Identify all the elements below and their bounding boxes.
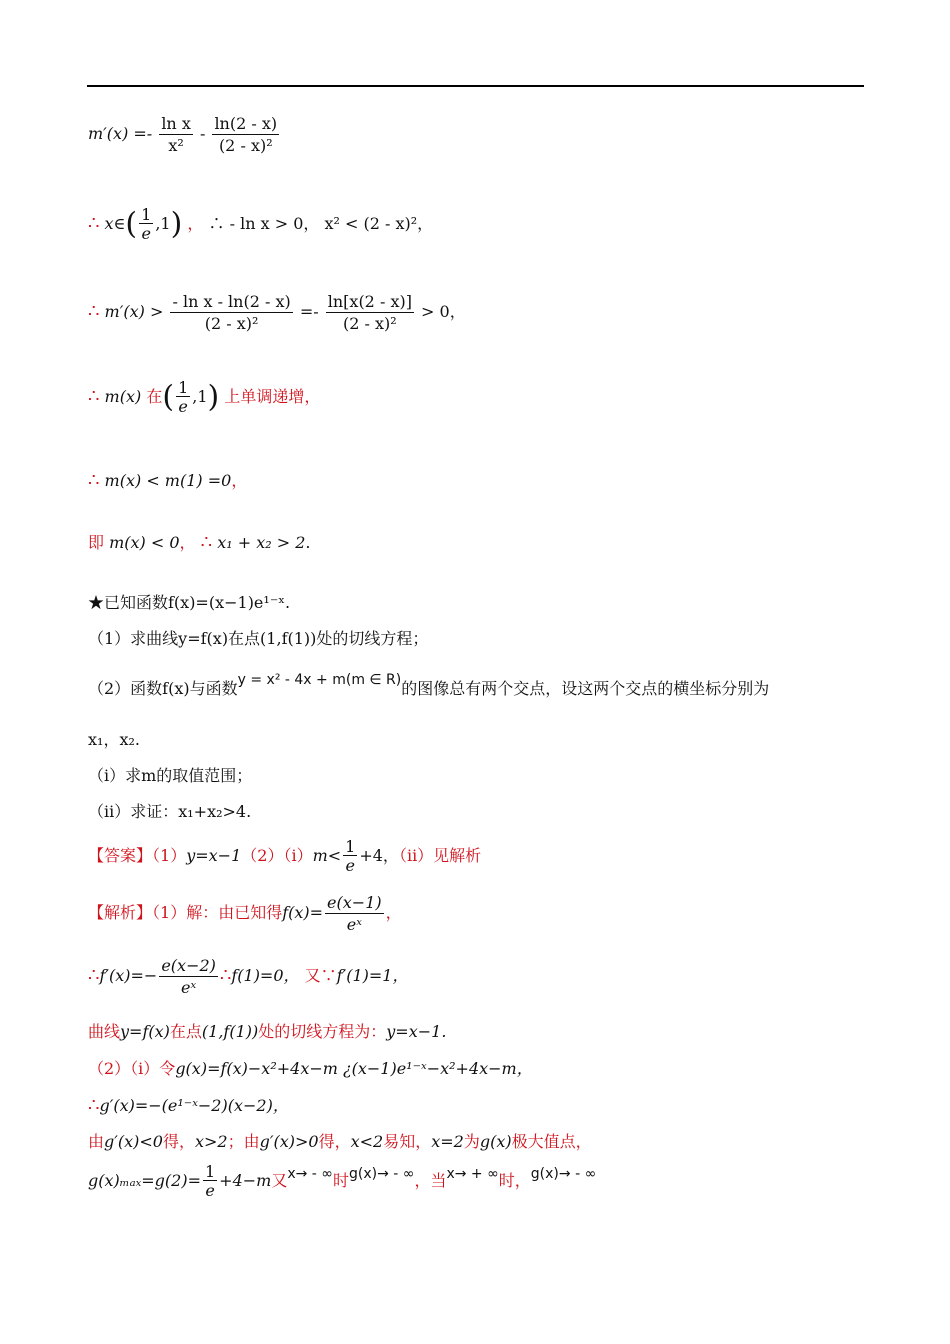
fraction: $\frac{1}{e}$	[204, 1162, 216, 1200]
fraction: $\frac{\ln[x(2 - x)]}{\text{(2 - x)²}}$	[327, 292, 412, 333]
answer-line: 【答案】（1）y=x−1（2）（ⅰ）m< $\frac{1}{e} +4$，（ⅱ）见解析	[88, 837, 482, 875]
analysis-line-2: ∴f′(x)=− $\frac{e(x-2)}{\text{eˣ}}$ ∴f(1)=0， 又∵f′(1)=1，	[88, 956, 409, 997]
question-2-cont: x₁，x₂.	[88, 730, 140, 749]
question-1: （1）求曲线y=f(x)在点(1,f(1))处的切线方程；	[88, 629, 429, 648]
analysis-line-5: ∴g′(x)=−(e¹⁻ˣ−2)(x−2)，	[88, 1095, 289, 1116]
fraction: $\frac{\text{- ln x - ln(2 - x)}}{\text{(2 - x)²}}$	[172, 292, 291, 333]
fraction: $\frac{1}{e}$	[141, 205, 152, 243]
fraction: $\frac{e(x-1)}{\text{eˣ}}$	[327, 893, 382, 934]
header-rule	[87, 85, 864, 87]
analysis-line-6: 由g′(x)<0得，x>2；由g′(x)>0得，x<2易知，x=2为g(x)极大值点，	[88, 1132, 592, 1151]
fraction: $\frac{\ln(2 - x)}{\text{(2 - x)²}}$	[214, 114, 278, 155]
analysis-line-1: 【解析】（1）解：由已知得f(x)= $\frac{e(x-1)}{\text{eˣ}}$ ，	[88, 893, 402, 934]
fraction: $\frac{1}{e}$	[178, 378, 189, 416]
conclusion: 即 m(x) < 0， ∴ x₁ + x₂ > 2.	[88, 532, 311, 553]
fraction: $\frac{\text{ln x}}{\text{x²}}$	[161, 114, 191, 155]
question-i: （ⅰ）求m的取值范围；	[88, 766, 253, 785]
equation-m-prime: m′(x) =- $\frac{\text{ln x}}{\text{x²}}$ - $\frac{\ln(2 - x)}{\text{(2 - x)²}}$	[88, 114, 278, 155]
analysis-line-4: （2）（ⅰ）令g(x)=f(x)−x²+4x−m ¿(x−1)e¹⁻ˣ−x²+4x−m，	[88, 1059, 533, 1078]
fraction: $\frac{e(x-2)}{\text{eˣ}}$	[161, 956, 216, 997]
question-ii: （ⅱ）求证：x₁+x₂>4.	[88, 802, 252, 821]
equation-inequality: ∴ m′(x) > $\frac{\text{- ln x - ln(2 - x)}}{\text{(2 - x)²}}$ =- $\frac{\ln[x(2 - x)]}{\text{(2 - x)²}}$ > 0，	[88, 292, 466, 333]
fraction: $\frac{1}{e}$	[345, 837, 356, 875]
equation-m-less: ∴ m(x) < m(1) =0，	[88, 470, 248, 491]
analysis-line-3: 曲线y=f(x)在点(1,f(1))处的切线方程为：y=x−1.	[88, 1022, 447, 1041]
analysis-line-7: g(x)ₘₐₓ=g(2)= $\frac{1}{e} +4-m$又x→ - ∞时g(x)→ - ∞，当x→ + ∞时，g(x)→ - ∞	[88, 1162, 597, 1200]
problem-intro: ★已知函数f(x)=(x−1)e¹⁻ˣ.	[88, 593, 291, 612]
question-2: （2）函数f(x)与函数y = x² - 4x + m(m ∈ R)的图像总有两个交点，设这两个交点的横坐标分别为	[88, 672, 770, 698]
monotonic-statement: ∴ m(x) 在( $\frac{1}{e} ,1$) 上单调递增，	[88, 378, 321, 416]
equation-interval: ∴ x∈( $\frac{1}{e} ,1$) ， ∴ - ln x > 0， x² < (2 - x)²，	[88, 205, 434, 243]
